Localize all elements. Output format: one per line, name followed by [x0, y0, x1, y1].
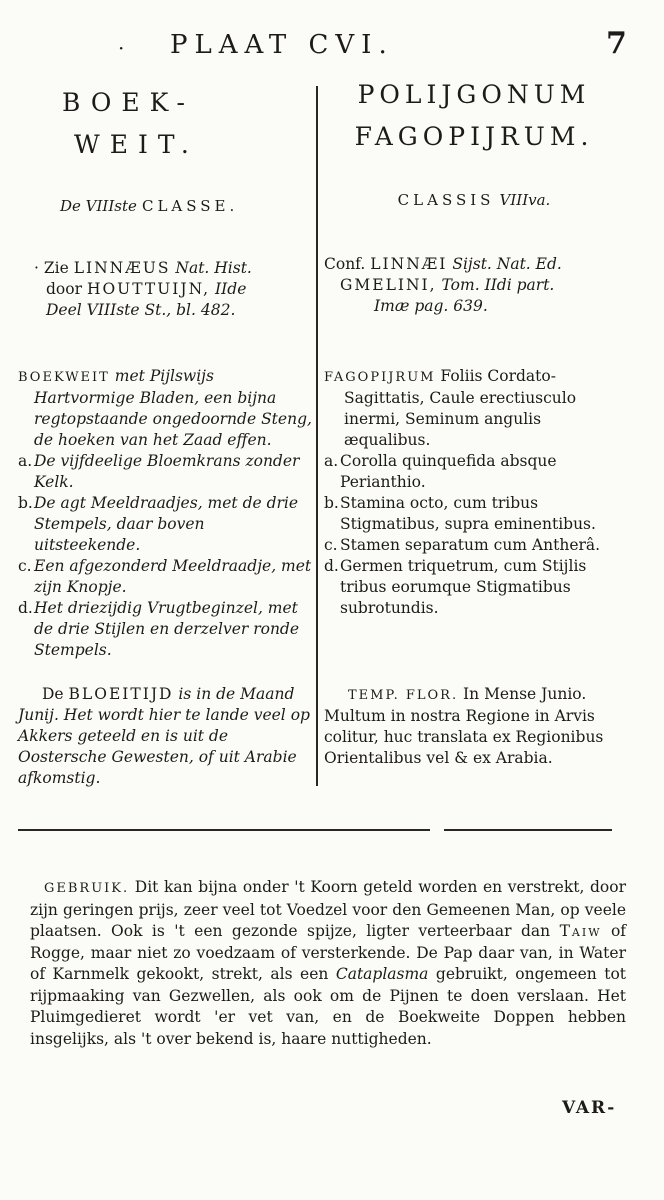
usage-text-3: gebruikt, ongemeen tot rijpmaaking van Gezwellen, als ook om de Pijnen te doen verslaan. Het Pluimgedieret wordt 'er vet van, en de Boekweite Doppen hebben insgelijks, als 't over bekend is, haare nuttigheden. [30, 965, 627, 1048]
ref-houttuijn: HOUTTUIJN, [86, 280, 211, 298]
ref-tom: Tom. IIdi part. [441, 276, 555, 294]
left-item [18, 451, 314, 493]
left-title-line2: WEIT. [74, 130, 199, 159]
left-item-text: De vijfdeelige Bloemkrans zonder Kelk. [34, 452, 300, 491]
ref-door: door [46, 280, 82, 298]
catchword: VAR- [562, 1098, 617, 1118]
left-bloei-head: BLOEITIJD [68, 685, 174, 703]
left-title-line1: BOEK- [62, 88, 195, 117]
left-flowering [18, 684, 314, 789]
left-title [18, 82, 314, 166]
left-bloei-de: De [42, 685, 64, 703]
left-item-label: c. [18, 557, 32, 575]
usage-paragraph [30, 877, 626, 1050]
left-class [18, 196, 314, 215]
usage-cataplasma: Cataplasma [335, 965, 429, 983]
right-desc-text: Foliis Cordato-Sagittatis, Caule erectiusculo inermi, Seminum angulis æqualibus. [344, 367, 577, 449]
right-item [324, 493, 624, 535]
ref-syst: Sijst. Nat. Ed. [452, 255, 562, 273]
page-header [0, 26, 664, 70]
page-number: 7 [606, 26, 627, 61]
right-items [324, 451, 624, 619]
right-item-text: Germen triquetrum, cum Stijlis tribus eorumque Stigmatibus subrotundis. [340, 557, 587, 617]
left-item-text: Een afgezonderd Meeldraadje, met zijn Knopje. [34, 557, 312, 596]
left-description [18, 366, 314, 661]
plate-title: PLAAT CVI. [170, 30, 394, 60]
separator-rule-left [18, 829, 430, 831]
ref-gmelini: GMELINI, [340, 276, 437, 294]
right-class-suffix: VIIIva. [499, 191, 551, 209]
left-item-label: b. [18, 494, 33, 512]
ref-deel: Deel VIIIste St. [46, 301, 167, 319]
left-class-prefix: De VIIIste [60, 197, 137, 215]
right-temp-head: TEMP. FLOR. [348, 688, 459, 703]
right-title-line2: FAGOPIJRUM. [354, 122, 594, 151]
right-title [324, 74, 624, 158]
right-class-word: CLASSIS [397, 191, 495, 209]
ref-conf: Conf. [324, 255, 366, 273]
left-item-label: d. [18, 599, 33, 617]
right-item-label: c. [324, 536, 338, 554]
right-description [324, 366, 624, 619]
right-item-label: d. [324, 557, 339, 575]
right-flowering [324, 684, 624, 769]
left-items [18, 451, 314, 661]
ref-nat-hist: Nat. Hist. [175, 259, 252, 277]
right-item [324, 451, 624, 493]
usage-head: GEBRUIK. [44, 881, 130, 896]
ref-page: , bl. 482. [166, 301, 236, 319]
ref-imae: Imæ pag. 639. [374, 297, 488, 315]
separator-rule-right [444, 829, 612, 831]
left-item-text: Het driezijdig Vrugtbeginzel, met de drie Stijlen en derzelver ronde Stempels. [34, 599, 300, 659]
right-desc-head: FAGOPIJRUM [324, 370, 436, 385]
right-item-label: b. [324, 494, 339, 512]
right-item-text: Stamina octo, cum tribus Stigmatibus, supra eminentibus. [340, 494, 596, 533]
right-title-line1: POLIJGONUM [357, 80, 591, 109]
ref-linnaei: LINNÆI [370, 255, 448, 273]
right-item-text: Corolla quinquefida absque Perianthio. [340, 452, 557, 491]
right-item-label: a. [324, 452, 339, 470]
right-reference [324, 254, 624, 317]
right-class [324, 190, 624, 209]
left-item [18, 493, 314, 556]
header-mark: · [118, 36, 125, 60]
right-item-text: Stamen separatum cum Antherâ. [340, 536, 601, 554]
usage-text-1: Dit kan bijna onder 't Koorn geteld worden en verstrekt, door zijn geringen prijs, zeer veel tot Voedzel voor den Gemeenen Man, op veele plaatsen. Ook is 't een gezonde spijze, ligter verteerbaar dan [30, 878, 627, 940]
ref-zie: Zie [43, 259, 69, 277]
left-item [18, 598, 314, 661]
left-class-word: CLASSE. [141, 197, 239, 215]
left-bloei-text: is in de Maand Junij. Het wordt hier te lande veel op Akkers geteeld en is uit de Oostersche Gewesten, of uit Arabie afkomstig. [18, 685, 310, 787]
column-divider [316, 86, 318, 786]
right-temp-text: In Mense Junio. Multum in nostra Regione in Arvis colitur, huc translata ex Regionibus Orientalibus vel & ex Arabia. [324, 685, 604, 767]
right-item [324, 556, 624, 619]
left-reference: · Zie LINNÆUS Nat. Hist. door HOUTTUIJN, IIde Deel VIIIste St., bl. 482. [34, 259, 252, 319]
usage-taiw: Taiw [559, 922, 602, 940]
left-desc-head: BOEKWEIT [18, 370, 110, 385]
left-item-text: De agt Meeldraadjes, met de drie Stempels, daar boven uitsteekende. [34, 494, 299, 554]
left-item [18, 556, 314, 598]
right-item [324, 535, 624, 556]
left-desc-text: met Pijlswijs Hartvormige Bladen, een bijna regtopstaande ongedoornde Steng, de hoeken van het Zaad effen. [34, 367, 312, 449]
usage-text-2: of Rogge, maar niet zo voedzaam of versterkende. De Pap daar van, in Water of Karnmelk gekookt, strekt, als een [30, 922, 627, 983]
left-item-label: a. [18, 452, 33, 470]
ref-linnaeus: LINNÆUS [73, 259, 171, 277]
ref-ilde: IIde [215, 280, 247, 298]
